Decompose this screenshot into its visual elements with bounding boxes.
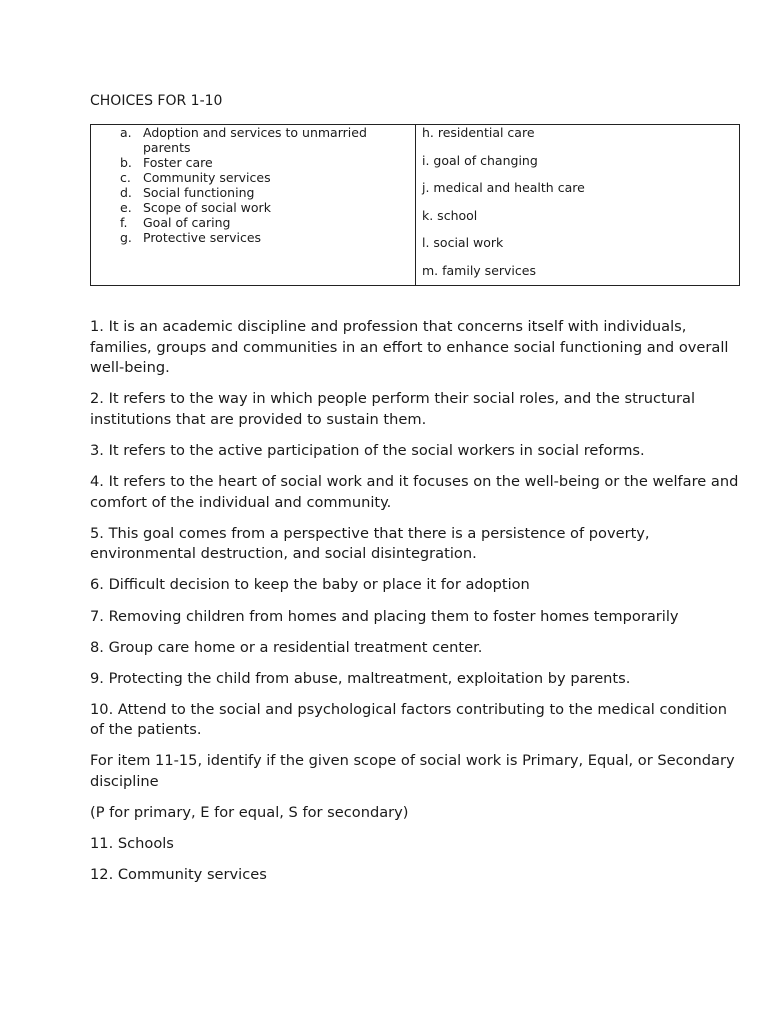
choice-letter: a.: [120, 125, 132, 140]
question-item: 7. Removing children from homes and placing them to foster homes temporarily: [90, 607, 679, 625]
choice-item: [120, 125, 415, 155]
choice-letter: f.: [120, 215, 128, 230]
question-item: 11. Schools: [90, 835, 174, 853]
document-page: [90, 92, 740, 896]
question-item: 6. Difficult decision to keep the baby or place it for adoption: [90, 576, 530, 594]
choice-letter: e.: [120, 200, 132, 215]
choice-item: [120, 155, 415, 170]
question-item: 3. It refers to the active participation of the social workers in social reforms.: [90, 441, 645, 459]
question-item: 10. Attend to the social and psychological factors contributing to the medical condition of the patients.: [90, 700, 727, 739]
question-item: 8. Group care home or a residential treatment center.: [90, 638, 483, 656]
choice-item: m. family services: [422, 262, 536, 278]
choices-left-cell: [91, 125, 416, 286]
instructions-text: For item 11-15, identify if the given scope of social work is Primary, Equal, or Secondary discipline: [90, 752, 735, 791]
choice-text: Adoption and services to unmarried parents: [143, 125, 367, 155]
instructions-key: (P for primary, E for equal, S for secondary): [90, 804, 409, 822]
choices-heading: CHOICES FOR 1-10: [90, 93, 223, 109]
choice-item: [120, 200, 415, 215]
question-item: 5. This goal comes from a perspective that there is a persistence of poverty, environmental destruction, and social disintegration.: [90, 524, 650, 563]
question-item: 1. It is an academic discipline and profession that concerns itself with individuals, families, groups and communities in an effort to enhance social functioning and overall well-being.: [90, 317, 729, 377]
choices-left-list: [91, 125, 415, 245]
choice-text: Community services: [143, 170, 271, 185]
choices-table: [90, 124, 740, 286]
question-item: 2. It refers to the way in which people perform their social roles, and the structural institutions that are provided to sustain them.: [90, 390, 696, 428]
choice-text: Goal of caring: [143, 215, 231, 230]
choice-text: Social functioning: [143, 185, 255, 200]
choice-letter: g.: [120, 230, 132, 245]
choice-text: Protective services: [143, 230, 262, 245]
choice-letter: d.: [120, 185, 132, 200]
choice-text: Scope of social work: [143, 200, 271, 215]
questions-section: [90, 317, 740, 886]
choices-right-cell: [416, 125, 740, 286]
choice-item: [120, 170, 415, 185]
choice-item: j. medical and health care: [422, 180, 585, 196]
choice-letter: c.: [120, 170, 131, 185]
choice-item: k. school: [422, 207, 478, 223]
choice-item: [120, 215, 415, 230]
choice-item: [120, 230, 415, 245]
choice-letter: b.: [120, 155, 132, 170]
question-item: 4. It refers to the heart of social work and it focuses on the well-being or the welfare and comfort of the individual and community.: [90, 473, 739, 511]
choices-right-list: [416, 125, 739, 285]
question-item: 12. Community services: [90, 866, 267, 884]
choice-item: [120, 185, 415, 200]
choice-item: l. social work: [422, 235, 504, 251]
choice-item: i. goal of changing: [422, 152, 538, 168]
question-item: 9. Protecting the child from abuse, maltreatment, exploitation by parents.: [90, 669, 631, 687]
choice-item: h. residential care: [422, 125, 535, 140]
choice-text: Foster care: [143, 155, 213, 170]
